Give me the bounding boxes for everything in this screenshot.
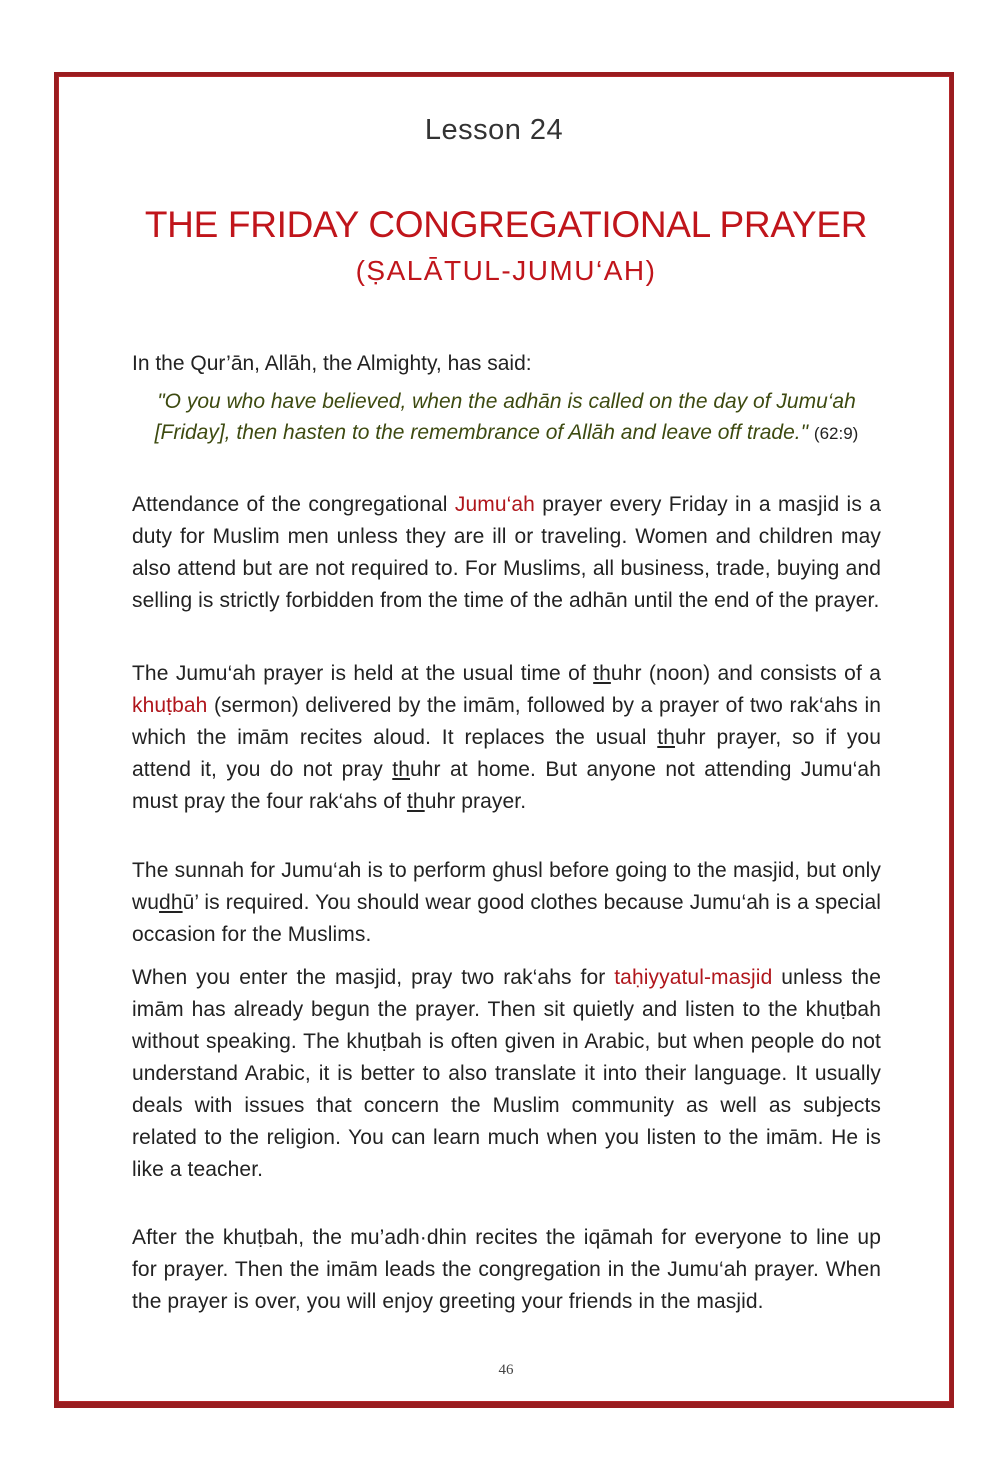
paragraph-entering-masjid <box>132 962 881 1186</box>
page-number: 46 <box>498 1362 514 1378</box>
lesson-number: Lesson 24 <box>424 114 564 146</box>
text: uhr prayer, so if you attend it, you do not pray <box>132 726 881 781</box>
quran-quote <box>132 386 881 449</box>
quote-reference: (62:9) <box>813 424 859 443</box>
transliteration-underline: th <box>406 790 425 813</box>
text: unless the imām has already begun the prayer. Then sit quietly and listen to the khuṭbah without speaking. The khuṭbah is often given in Arabic, but when people do not understand Arabic, it is better to also translate it into their language. It usually deals with issues that concern the Muslim community as well as subjects related to the religion. You can learn much when you listen to the imām. He is like a teacher. <box>132 966 881 1181</box>
transliteration-underline: th <box>657 726 675 749</box>
paragraph-sunnah <box>132 855 881 951</box>
term-khutbah: khuṭbah <box>132 694 208 717</box>
paragraph-after-khutbah: After the khuṭbah, the mu’adh·dhin recites the iqāmah for everyone to line up for prayer. Then the imām leads the congregation in the Jumu‘ah prayer. When the prayer is over, you will enjoy greeting your friends in the masjid. <box>132 1226 881 1313</box>
page-title: THE FRIDAY CONGREGATIONAL PRAYER <box>144 204 868 245</box>
quran-intro: In the Qur’ān, Allāh, the Almighty, has said: <box>132 352 532 375</box>
text: Attendance of the congregational <box>132 493 455 516</box>
text: uhr prayer. <box>424 790 527 813</box>
transliteration-underline: th <box>593 662 611 685</box>
text: (sermon) delivered by the imām, followed by a prayer of two rak‘ahs in which the imām recites aloud. It replaces the usual <box>132 694 881 749</box>
paragraph-prayer-time <box>132 658 881 818</box>
quote-text: "O you who have believed, when the adhān is called on the day of Jumu‘ah [Friday], then hasten to the remembrance of Allāh and leave off trade." <box>154 390 856 444</box>
text: uhr at home. But anyone not attending Jumu‘ah must pray the four rak‘ahs of <box>132 758 881 813</box>
text: ū’ is required. You should wear good clothes because Jumu‘ah is a special occasion for the Muslims. <box>132 891 881 946</box>
paragraph-attendance <box>132 489 881 617</box>
text: When you enter the masjid, pray two rak‘ahs for <box>132 966 615 989</box>
text: uhr (noon) and consists of a <box>610 662 881 685</box>
term-tahiyyatul-masjid: taḥiyyatul-masjid <box>614 966 773 989</box>
transliteration-underline: th <box>392 758 410 781</box>
text: The Jumu‘ah prayer is held at the usual time of <box>132 662 594 685</box>
text: The sunnah for Jumu‘ah is to perform ghusl before going to the masjid, but only wu <box>132 859 881 914</box>
transliteration-underline: dh <box>159 891 183 914</box>
text: prayer every Friday in a masjid is a duty for Muslim men unless they are ill or traveling. Women and children may also attend but are not required to. For Muslims, all business, trade, buying and selling is strictly forbidden from the time of the adhān until the end of the prayer. <box>132 493 881 612</box>
term-jumuah: Jumu‘ah <box>454 493 535 516</box>
page-subtitle: (ṢALĀTUL-JUMU‘AH) <box>355 255 657 286</box>
